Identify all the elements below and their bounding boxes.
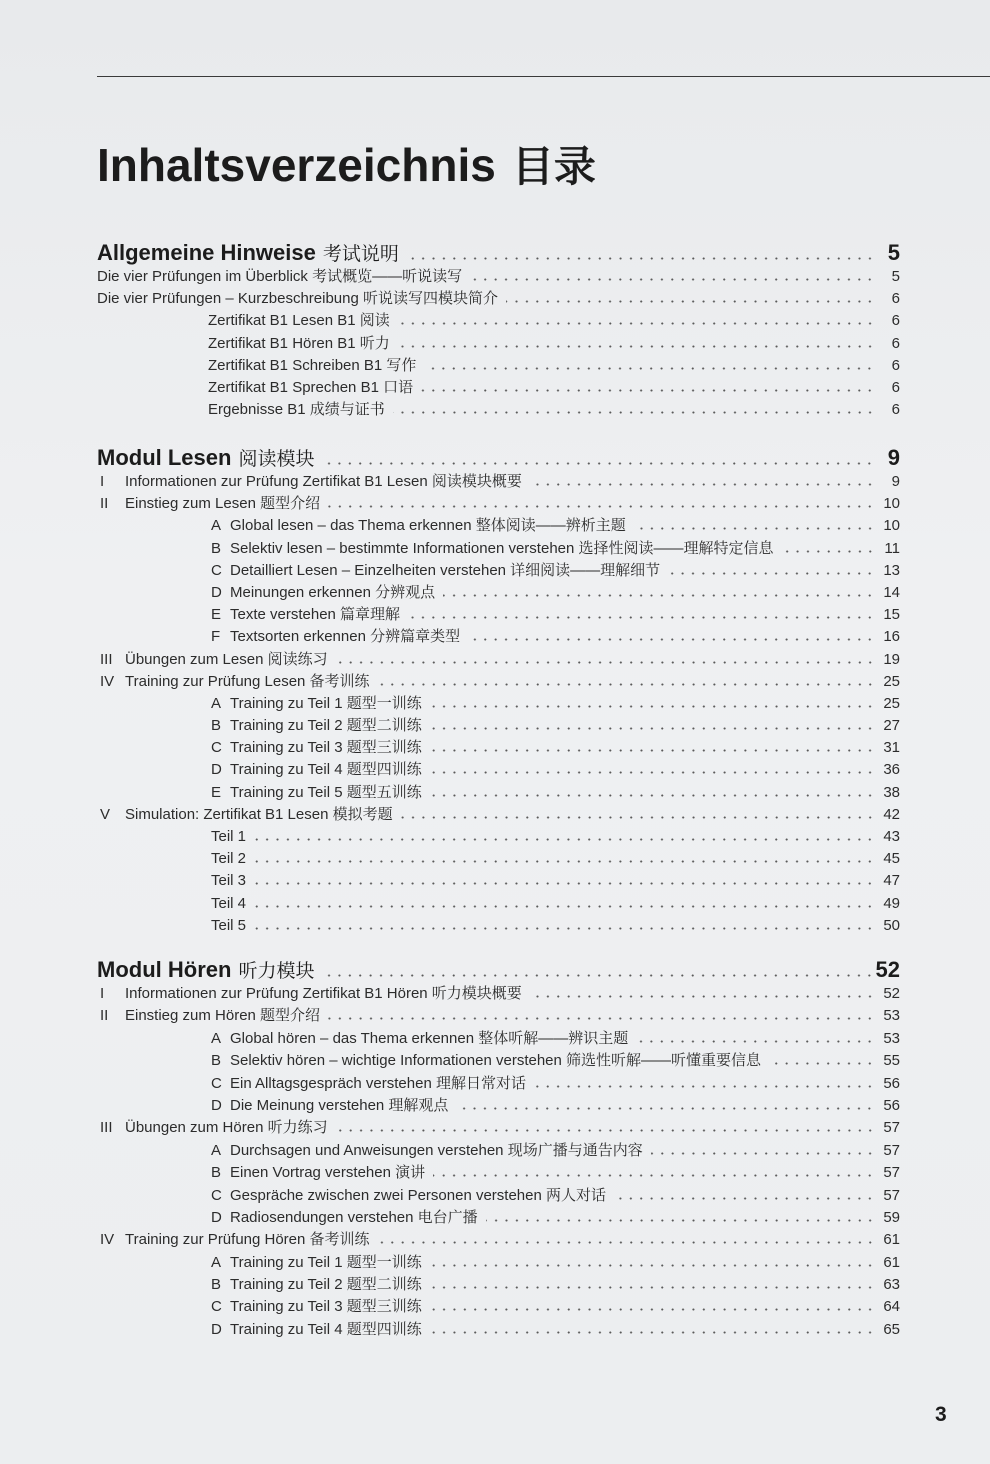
entry-page-number: 63 [883, 1276, 900, 1294]
entry-page-number: 49 [883, 894, 900, 912]
dot-leader [430, 771, 875, 774]
page-title-de: Inhaltsverzeichnis [97, 139, 496, 191]
entry-page-number: 56 [883, 1074, 900, 1092]
toc-entry [97, 893, 900, 915]
entry-letter: C [211, 1298, 222, 1316]
dot-leader [398, 345, 875, 348]
toc-entry [97, 848, 900, 870]
entry-title: Übungen zum Hören 听力练习 [125, 1119, 328, 1137]
entry-title: Die Meinung verstehen 理解观点 [230, 1096, 449, 1114]
entry-letter: B [211, 1052, 222, 1070]
toc-entry [97, 471, 900, 493]
entry-page-number: 43 [883, 828, 900, 845]
dot-leader [336, 1129, 875, 1132]
entry-title: Training zu Teil 2 题型二训练 [230, 1276, 422, 1294]
entry-title: Teil 4 [211, 894, 247, 912]
toc-entry [97, 493, 900, 515]
entry-page-number: 65 [883, 1320, 900, 1338]
dot-leader [534, 1085, 875, 1088]
toc-entry [97, 1162, 900, 1184]
dot-leader [254, 905, 875, 908]
toc-entry [97, 1140, 900, 1162]
toc-entry [97, 715, 900, 737]
entry-title: Durchsagen und Anweisungen verstehen 现场广播与通告内容 [230, 1141, 643, 1159]
dot-leader [430, 1331, 875, 1334]
entry-letter: B [211, 1164, 222, 1182]
entry-page-number: 36 [883, 761, 900, 779]
dot-leader [614, 1197, 875, 1200]
entry-page-number: 56 [883, 1096, 900, 1114]
entry-letter: A [211, 1253, 222, 1271]
dot-leader [401, 816, 875, 819]
entry-numeral: IV [100, 672, 115, 690]
dot-leader [430, 749, 875, 752]
entry-title: Training zur Prüfung Lesen 备考训练 [125, 672, 370, 690]
dot-leader [254, 927, 875, 930]
entry-page-number: 31 [883, 739, 900, 757]
entry-title: Training zur Prüfung Hören 备考训练 [125, 1231, 370, 1249]
dot-leader [430, 705, 875, 708]
dot-leader [443, 594, 875, 597]
entry-page-number: 42 [883, 805, 900, 823]
entry-page-number: 52 [883, 985, 900, 1002]
dot-leader [322, 974, 875, 977]
toc-entry [97, 1229, 900, 1251]
entry-page-number: 19 [883, 650, 900, 668]
entry-page-number: 6 [891, 312, 900, 330]
entry-numeral: III [100, 1119, 113, 1137]
dot-leader [393, 411, 875, 414]
toc-entry [97, 399, 900, 421]
dot-leader [430, 1308, 875, 1311]
toc-entry [97, 1117, 900, 1139]
section-title-de: Modul Lesen [97, 445, 232, 470]
entry-title: Global lesen – das Thema erkennen 整体阅读——辨析主题 [230, 517, 626, 535]
entry-title: Training zu Teil 1 题型一训练 [230, 694, 422, 712]
entry-page-number: 47 [883, 872, 900, 890]
entry-page-number: 57 [883, 1141, 900, 1159]
entry-title: Gespräche zwischen zwei Personen verstehen 两人对话 [230, 1186, 606, 1204]
entry-numeral: II [100, 1007, 109, 1025]
dot-leader [634, 527, 875, 530]
toc-entry [97, 288, 900, 310]
toc-entry [97, 1319, 900, 1341]
entry-letter: A [211, 1141, 222, 1159]
dot-leader [398, 322, 875, 325]
entry-title: Selektiv hören – wichtige Informationen verstehen 筛选性听解——听懂重要信息 [230, 1052, 762, 1070]
entry-page-number: 59 [883, 1208, 900, 1226]
entry-numeral: III [100, 650, 113, 668]
dot-leader [506, 300, 875, 303]
entry-letter: B [211, 1276, 222, 1294]
dot-leader [254, 882, 875, 885]
entry-page-number: 16 [883, 628, 900, 646]
toc-entry [97, 582, 900, 604]
entry-title: Simulation: Zertifikat B1 Lesen 模拟考题 [125, 805, 393, 823]
entry-page-number: 6 [891, 401, 900, 419]
dot-leader [651, 1152, 875, 1155]
entry-title: Training zu Teil 1 题型一训练 [230, 1253, 422, 1271]
entry-page-number: 25 [883, 672, 900, 690]
toc-entry [97, 782, 900, 804]
entry-letter: C [211, 739, 222, 757]
entry-title: Informationen zur Prüfung Zertifikat B1 Hören 听力模块概要 [125, 985, 522, 1002]
entry-title: Einstieg zum Lesen 题型介绍 [125, 495, 321, 513]
toc-entry [97, 1028, 900, 1050]
section-heading [97, 445, 900, 471]
dot-leader [424, 367, 875, 370]
entry-title: Training zu Teil 3 题型三训练 [230, 1298, 422, 1316]
section-page-number: 52 [875, 957, 900, 982]
toc-entry [97, 560, 900, 582]
dot-leader [668, 572, 875, 575]
entry-page-number: 53 [883, 1029, 900, 1047]
dot-leader [486, 1219, 875, 1222]
entry-title: Radiosendungen verstehen 电台广播 [230, 1208, 478, 1226]
section-title-zh: 阅读模块 [238, 449, 315, 470]
entry-title: Ergebnisse B1 成绩与证书 [208, 401, 385, 419]
entry-page-number: 57 [883, 1186, 900, 1204]
toc-entry [97, 983, 900, 1005]
toc-entry [97, 515, 900, 537]
toc-entry [97, 804, 900, 826]
entry-title: Selektiv lesen – bestimmte Informationen verstehen 选择性阅读——理解特定信息 [230, 539, 774, 557]
entry-page-number: 53 [883, 1007, 900, 1025]
entry-numeral: I [100, 985, 105, 1002]
entry-title: Training zu Teil 4 题型四训练 [230, 1320, 422, 1338]
dot-leader [336, 661, 875, 664]
entry-title: Übungen zum Lesen 阅读练习 [125, 650, 328, 668]
dot-leader [254, 860, 875, 863]
toc-section-modul-lesen [97, 445, 900, 937]
entry-title: Ein Alltagsgespräch verstehen 理解日常对话 [230, 1074, 526, 1092]
entry-page-number: 64 [883, 1298, 900, 1316]
section-title-zh: 考试说明 [322, 244, 399, 265]
entry-title: Training zu Teil 5 题型五训练 [230, 783, 422, 801]
entry-page-number: 6 [891, 290, 900, 308]
entry-letter: E [211, 783, 222, 801]
dot-leader [328, 505, 875, 508]
entry-numeral: II [100, 495, 109, 513]
entry-page-number: 10 [883, 495, 900, 513]
entry-page-number: 38 [883, 783, 900, 801]
entry-title: Textsorten erkennen 分辨篇章类型 [230, 628, 461, 646]
toc-entry [97, 870, 900, 892]
toc-entry [97, 355, 900, 377]
entry-letter: A [211, 694, 222, 712]
dot-leader [421, 389, 875, 392]
entry-letter: B [211, 717, 222, 735]
entry-page-number: 61 [883, 1253, 900, 1271]
entry-letter: D [211, 583, 222, 601]
entry-letter: A [211, 517, 222, 535]
entry-title: Teil 1 [211, 828, 247, 845]
section-page-number: 9 [887, 445, 900, 470]
entry-letter: D [211, 1320, 222, 1338]
entry-letter: C [211, 561, 222, 579]
dot-leader [322, 462, 875, 465]
toc-entry [97, 737, 900, 759]
entry-page-number: 57 [883, 1119, 900, 1137]
toc-section-modul-hoeren [97, 957, 900, 1341]
entry-page-number: 27 [883, 717, 900, 735]
dot-leader [430, 727, 875, 730]
entry-page-number: 6 [891, 356, 900, 374]
section-title-de: Allgemeine Hinweise [97, 240, 316, 265]
entry-page-number: 55 [883, 1052, 900, 1070]
entry-title: Detailliert Lesen – Einzelheiten verstehen 详细阅读——理解细节 [230, 561, 661, 579]
dot-leader [378, 683, 875, 686]
entry-title: Zertifikat B1 Schreiben B1 写作 [208, 356, 417, 374]
toc-entry [97, 649, 900, 671]
entry-title: Einen Vortrag verstehen 演讲 [230, 1164, 426, 1182]
entry-title: Zertifikat B1 Hören B1 听力 [208, 334, 390, 352]
entry-title: Teil 5 [211, 916, 247, 934]
dot-leader [254, 838, 875, 841]
entry-letter: D [211, 1096, 222, 1114]
toc-entry [97, 1185, 900, 1207]
entry-letter: D [211, 1208, 222, 1226]
dot-leader [430, 1264, 875, 1267]
entry-page-number: 6 [891, 378, 900, 396]
dot-leader [470, 278, 875, 281]
toc-entry [97, 377, 900, 399]
entry-page-number: 45 [883, 850, 900, 868]
toc-entry [97, 1005, 900, 1027]
toc-entry [97, 671, 900, 693]
toc-entry [97, 266, 900, 288]
entry-letter: E [211, 606, 222, 624]
dot-leader [530, 995, 875, 998]
dot-leader [782, 550, 875, 553]
dot-leader [468, 638, 875, 641]
entry-page-number: 13 [883, 561, 900, 579]
dot-leader [456, 1107, 875, 1110]
dot-leader [378, 1241, 875, 1244]
entry-numeral: V [100, 805, 111, 823]
entry-page-number: 14 [883, 583, 900, 601]
entry-letter: C [211, 1074, 222, 1092]
section-title-zh: 听力模块 [238, 961, 315, 982]
entry-letter: B [211, 539, 222, 557]
section-page-number: 5 [887, 240, 900, 265]
entry-page-number: 5 [891, 268, 900, 285]
entry-title: Zertifikat B1 Lesen B1 阅读 [208, 312, 390, 330]
toc-entry [97, 915, 900, 937]
toc-entry [97, 759, 900, 781]
entry-title: Teil 3 [211, 872, 247, 890]
entry-page-number: 9 [891, 473, 900, 490]
toc-entry [97, 538, 900, 560]
toc-entry [97, 604, 900, 626]
dot-leader [430, 1286, 875, 1289]
page-title-zh: 目录 [511, 143, 596, 190]
page-title [97, 139, 596, 191]
dot-leader [328, 1017, 875, 1020]
header-rule [97, 76, 990, 77]
toc-entry [97, 310, 900, 332]
toc-entry [97, 1095, 900, 1117]
entry-page-number: 50 [883, 916, 900, 934]
entry-page-number: 25 [883, 694, 900, 712]
toc-entry [97, 626, 900, 648]
dot-leader [636, 1040, 875, 1043]
entry-page-number: 57 [883, 1164, 900, 1182]
entry-numeral: I [100, 473, 105, 490]
entry-title: Zertifikat B1 Sprechen B1 口语 [208, 378, 414, 396]
entry-letter: D [211, 761, 222, 779]
toc-entry [97, 1073, 900, 1095]
entry-title: Die vier Prüfungen – Kurzbeschreibung 听说读写四模块简介 [97, 290, 498, 308]
toc-section-allgemeine-hinweise [97, 240, 900, 421]
entry-page-number: 10 [883, 517, 900, 535]
toc-entry [97, 826, 900, 848]
entry-title: Global hören – das Thema erkennen 整体听解——辨识主题 [230, 1029, 629, 1047]
section-heading [97, 957, 900, 983]
entry-letter: C [211, 1186, 222, 1204]
toc-entry [97, 1050, 900, 1072]
entry-title: Training zu Teil 3 题型三训练 [230, 739, 422, 757]
toc-entry [97, 333, 900, 355]
entry-title: Training zu Teil 4 题型四训练 [230, 761, 422, 779]
toc-entry [97, 1207, 900, 1229]
dot-leader [430, 794, 875, 797]
entry-title: Informationen zur Prüfung Zertifikat B1 Lesen 阅读模块概要 [125, 473, 522, 490]
entry-page-number: 6 [891, 334, 900, 352]
entry-title: Training zu Teil 2 题型二训练 [230, 717, 422, 735]
entry-title: Einstieg zum Hören 题型介绍 [125, 1007, 321, 1025]
dot-leader [433, 1174, 875, 1177]
entry-letter: F [211, 628, 221, 646]
entry-title: Meinungen erkennen 分辨观点 [230, 583, 436, 601]
entry-title: Die vier Prüfungen im Überblick 考试概览——听说读写 [97, 268, 463, 285]
section-heading [97, 240, 900, 266]
entry-title: Teil 2 [211, 850, 247, 868]
entry-page-number: 11 [884, 539, 900, 557]
entry-letter: A [211, 1029, 222, 1047]
entry-page-number: 15 [883, 606, 900, 624]
section-title-de: Modul Hören [97, 957, 232, 982]
toc-entry [97, 1296, 900, 1318]
dot-leader [407, 257, 875, 260]
entry-title: Texte verstehen 篇章理解 [230, 606, 401, 624]
toc-entry [97, 693, 900, 715]
dot-leader [530, 483, 875, 486]
entry-numeral: IV [100, 1231, 115, 1249]
toc-entry [97, 1274, 900, 1296]
entry-page-number: 61 [883, 1231, 900, 1249]
dot-leader [769, 1062, 875, 1065]
toc-entry [97, 1252, 900, 1274]
page-number: 3 [935, 1403, 947, 1426]
dot-leader [408, 616, 875, 619]
